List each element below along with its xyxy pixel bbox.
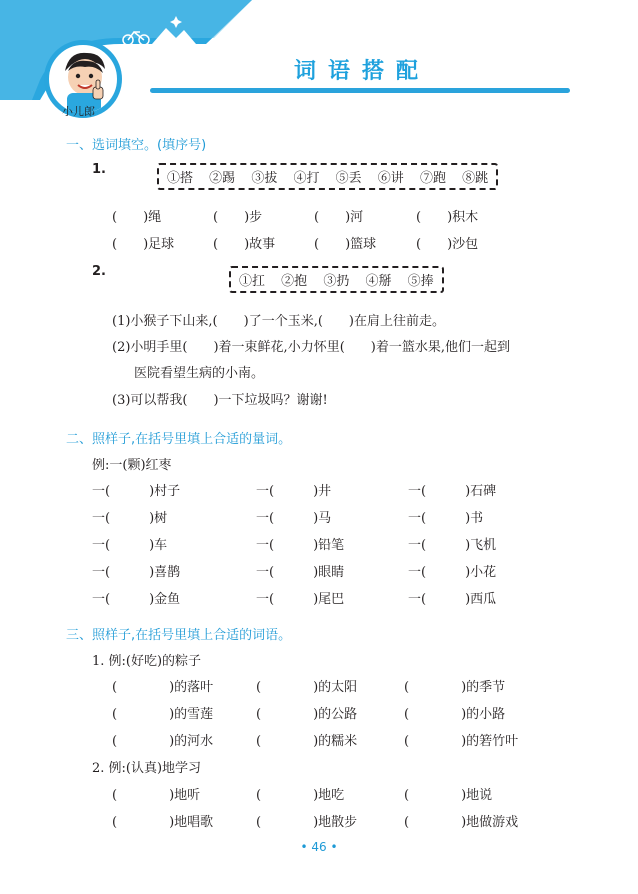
section2-row: [0, 588, 638, 608]
blank-item[interactable]: ( )的落叶: [112, 680, 214, 695]
page-title-banner: [150, 48, 570, 96]
blank-item[interactable]: ( )篮球: [314, 237, 377, 252]
blank-item[interactable]: ( )地吃: [256, 788, 345, 803]
blank-item[interactable]: 一( )尾巴: [256, 592, 345, 607]
blank-item[interactable]: 一( )马: [256, 511, 332, 526]
section1-q1-word-bank: [157, 163, 498, 190]
blank-item[interactable]: 一( )树: [92, 511, 168, 526]
word-bank-option: ③扔: [323, 274, 350, 289]
page-number: • 46 •: [300, 840, 338, 854]
word-bank-option: ③拔: [251, 171, 278, 186]
blank-item[interactable]: ( )地做游戏: [404, 815, 519, 830]
section3-q2-row: [0, 811, 638, 831]
blank-item[interactable]: ( )沙包: [416, 237, 479, 252]
word-bank-option: ①搭: [167, 171, 194, 186]
section1-q1-row: [0, 206, 638, 226]
blank-item[interactable]: ( )故事: [213, 237, 276, 252]
section2-row: [0, 534, 638, 554]
word-bank-option: ⑤丢: [335, 171, 362, 186]
page-title: 词语搭配: [293, 59, 430, 84]
word-bank-option: ⑧跳: [462, 171, 489, 186]
section3-q1-row: [0, 676, 638, 696]
avatar-label: 小儿郎: [62, 105, 95, 118]
word-bank-option: ⑤捧: [407, 274, 434, 289]
word-bank-option: ④掰: [365, 274, 392, 289]
blank-item[interactable]: ( )步: [213, 210, 263, 225]
section1-q2-number: 2.: [92, 264, 106, 279]
blank-item[interactable]: 一( )喜鹊: [92, 565, 181, 580]
blank-item[interactable]: 一( )井: [256, 484, 332, 499]
blank-item[interactable]: 一( )小花: [408, 565, 497, 580]
section1-heading: 一、选词填空。(填序号): [66, 138, 207, 153]
section3-heading: 三、照样子,在括号里填上合适的词语。: [66, 628, 292, 643]
word-bank-option: ①扛: [239, 274, 266, 289]
blank-item[interactable]: 一( )村子: [92, 484, 181, 499]
section1-q2-word-bank: [229, 266, 444, 293]
title-underline: [150, 88, 570, 93]
section3-q1-example: 1. 例:(好吃)的粽子: [92, 654, 202, 669]
blank-item[interactable]: ( )的河水: [112, 734, 214, 749]
blank-item[interactable]: ( )足球: [112, 237, 175, 252]
blank-item[interactable]: ( )地唱歌: [112, 815, 214, 830]
section2-row: [0, 507, 638, 527]
blank-item[interactable]: ( )地散步: [256, 815, 358, 830]
blank-item[interactable]: 一( )石碑: [408, 484, 497, 499]
blank-item[interactable]: ( )地说: [404, 788, 493, 803]
blank-item[interactable]: ( )的箬竹叶: [404, 734, 519, 749]
sentence-continuation: 医院看望生病的小南。: [134, 366, 265, 381]
blank-item[interactable]: ( )地听: [112, 788, 201, 803]
blank-item[interactable]: ( )绳: [112, 210, 162, 225]
section2-example: 例:一(颗)红枣: [92, 458, 172, 473]
sentence[interactable]: (1)小猴子下山来,( )了一个玉米,( )在肩上往前走。: [112, 314, 445, 329]
word-bank-option: ④打: [293, 171, 320, 186]
sentence[interactable]: (3)可以帮我( )一下垃圾吗？谢谢!: [112, 393, 328, 408]
word-bank-option: ⑦跑: [419, 171, 446, 186]
blank-item[interactable]: 一( )铅笔: [256, 538, 345, 553]
word-bank-option: ⑥讲: [377, 171, 404, 186]
section2-row: [0, 480, 638, 500]
section1-q1-number: 1.: [92, 162, 106, 177]
blank-item[interactable]: 一( )书: [408, 511, 484, 526]
blank-item[interactable]: 一( )车: [92, 538, 168, 553]
blank-item[interactable]: ( )的糯米: [256, 734, 358, 749]
blank-item[interactable]: 一( )西瓜: [408, 592, 497, 607]
blank-item[interactable]: ( )河: [314, 210, 364, 225]
blank-item[interactable]: ( )的小路: [404, 707, 506, 722]
blank-item[interactable]: 一( )眼睛: [256, 565, 345, 580]
word-bank-option: ②抱: [281, 274, 308, 289]
blank-item[interactable]: ( )的太阳: [256, 680, 358, 695]
blank-item[interactable]: ( )积木: [416, 210, 479, 225]
section2-row: [0, 561, 638, 581]
section3-q1-row: [0, 703, 638, 723]
section3-q2-row: [0, 784, 638, 804]
word-bank-option: ②踢: [209, 171, 236, 186]
sentence[interactable]: (2)小明手里( )着一束鲜花,小力怀里( )着一篮水果,他们一起到: [112, 340, 510, 355]
blank-item[interactable]: ( )的季节: [404, 680, 506, 695]
section2-heading: 二、照样子,在括号里填上合适的量词。: [66, 432, 292, 447]
blank-item[interactable]: ( )的雪莲: [112, 707, 214, 722]
blank-item[interactable]: 一( )金鱼: [92, 592, 181, 607]
section3-q2-example: 2. 例:(认真)地学习: [92, 761, 202, 776]
section1-q1-row: [0, 233, 638, 253]
blank-item[interactable]: 一( )飞机: [408, 538, 497, 553]
blank-item[interactable]: ( )的公路: [256, 707, 358, 722]
section3-q1-row: [0, 730, 638, 750]
